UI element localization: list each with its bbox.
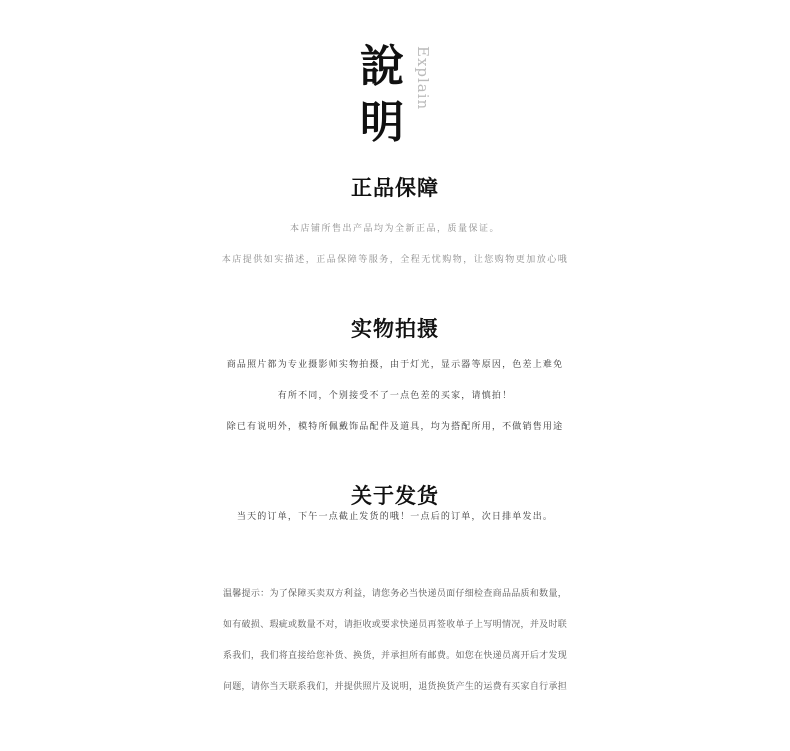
title-char-ming: 明 <box>360 97 404 148</box>
section-line: 商品照片都为专业摄影师实物拍摄，由于灯光，显示器等原因，色差上难免 <box>226 360 564 370</box>
section-line: 本店铺所售出产品均为全新正品，质量保证。 <box>289 224 500 234</box>
section-line: 当天的订单，下午一点截止发货的哦！一点后的订单，次日排单发出。 <box>236 512 554 522</box>
title-block <box>352 42 442 157</box>
section-line: 本店提供如实描述，正品保障等服务，全程无忧购物，让您购物更加放心哦 <box>221 255 569 265</box>
title-subtitle: Explain <box>414 46 432 111</box>
notice-line: 系我们，我们将直接给您补货、换货，并承担所有邮费。如您在快递员离开后才发现 <box>222 651 568 661</box>
title-char-shuo: 說 <box>360 41 404 92</box>
section-line: 除已有说明外，模特所佩戴饰品配件及道具，均为搭配所用，不做销售用途 <box>226 422 564 432</box>
section-heading-shipping: 关于发货 <box>351 484 439 508</box>
section-line: 有所不同，个别接受不了一点色差的买家，请慎拍！ <box>277 391 513 401</box>
notice-line: 温馨提示：为了保障买卖双方利益，请您务必当快递员面仔细检查商品品质和数量， <box>222 589 568 599</box>
section-heading-authentic: 正品保障 <box>351 176 439 200</box>
notice-line: 问题，请你当天联系我们，并提供照片及说明，退货换货产生的运费有买家自行承担 <box>222 682 568 692</box>
notice-line: 如有破损、瑕疵或数量不对，请拒收或要求快递员再签收单子上写明情况，并及时联 <box>222 620 568 630</box>
section-heading-photos: 实物拍摄 <box>351 317 439 341</box>
